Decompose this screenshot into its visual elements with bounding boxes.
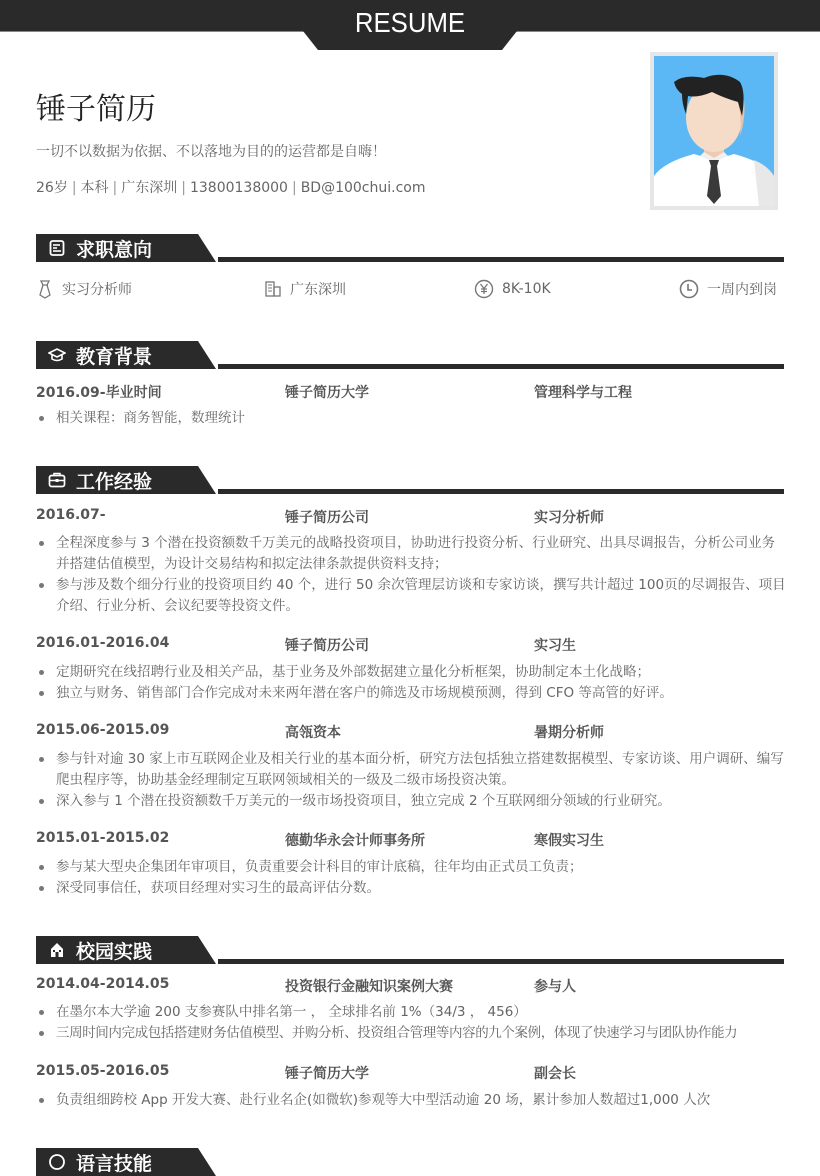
candidate-info: [36, 177, 425, 197]
info-phone: 13800138000: [189, 180, 288, 196]
campus-entry-header: [36, 976, 784, 996]
entry-org: 德勤华永会计师事务所: [285, 833, 425, 849]
entry-date: 2016.09-毕业时间: [36, 385, 162, 401]
entry-org: 锤子简历公司: [285, 638, 369, 654]
bullet-item: 深受同事信任，获项目经理对实习生的最高评估分数。: [36, 878, 786, 899]
briefcase-icon: [48, 471, 66, 489]
section-header-line: [218, 364, 784, 369]
candidate-name: 锤子简历: [36, 92, 156, 127]
campus-bullets: [36, 1002, 786, 1044]
intent-position-label: 实习分析师: [62, 282, 132, 298]
graduation-cap-icon: [48, 346, 66, 364]
entry-role: 暑期分析师: [534, 725, 604, 741]
section-title: 求职意向: [76, 239, 153, 261]
entry-org: 高瓴资本: [285, 725, 341, 741]
section-header-campus: [36, 936, 784, 964]
section-header-language: [36, 1148, 784, 1176]
work-bullets: [36, 749, 786, 812]
entry-role: 参与人: [534, 979, 576, 995]
work-entry-header: [36, 635, 784, 655]
work-bullets: [36, 662, 786, 704]
bullet-item: 相关课程：商务智能，数理统计: [36, 408, 786, 429]
entry-date: 2014.04-2014.05: [36, 976, 170, 992]
profile-photo: [650, 52, 778, 210]
work-entry-header: [36, 722, 784, 742]
intent-salary-label: 8K-10K: [502, 281, 551, 297]
bullet-item: 参与某大型央企集团年审项目，负责重要会计科目的审计底稿，往年均由正式员工负责；: [36, 857, 786, 878]
bullet-item: 深入参与 1 个潜在投资额数千万美元的一级市场投资项目，独立完成 2 个互联网细分领域的行业研究。: [36, 791, 786, 812]
entry-date: 2016.01-2016.04: [36, 635, 170, 651]
work-entry-header: [36, 507, 784, 527]
section-header-line: [218, 257, 784, 262]
work-entry-header: [36, 830, 784, 850]
info-separator: |: [291, 180, 297, 196]
bullet-item: 定期研究在线招聘行业及相关产品，基于业务及外部数据建立量化分析框架，协助制定本土化战略；: [36, 662, 786, 683]
document-icon: [48, 239, 66, 257]
candidate-motto: 一切不以数据为依据、不以落地为目的的运营都是自嗨！: [36, 144, 386, 160]
avatar-icon: [654, 56, 774, 206]
intent-position: [36, 279, 132, 299]
campus-bullets: [36, 1090, 786, 1111]
section-title: 教育背景: [76, 346, 153, 368]
section-header-line: [218, 959, 784, 964]
work-bullets: [36, 533, 786, 617]
bullet-item: 三周时间内完成包括搭建财务估值模型、并购分析、投资组合管理等内容的九个案例，体现了快速学习与团队协作能力: [36, 1023, 786, 1044]
tie-icon: [36, 279, 54, 299]
info-email: BD@100chui.com: [300, 180, 426, 196]
bullet-item: 全程深度参与 3 个潜在投资额数千万美元的战略投资项目，协助进行投资分析、行业研究、出具尽调报告，分析公司业务并搭建估值模型，为设计交易结构和拟定法律条款提供资料支持；: [36, 533, 786, 575]
globe-icon: [48, 1153, 66, 1171]
section-header-intent: [36, 234, 784, 262]
bullet-item: 参与涉及数个细分行业的投资项目约 40 个，进行 50 余次管理层访谈和专家访谈，撰写共计超过 100页的尽调报告、项目介绍、行业分析、会议纪要等投资文件。: [36, 575, 786, 617]
bullet-item: 独立与财务、销售部门合作完成对未来两年潜在客户的筛选及市场规模预测，得到 CFO 等高管的好评。: [36, 683, 786, 704]
entry-date: 2015.01-2015.02: [36, 830, 170, 846]
bullet-item: 参与针对逾 30 家上市互联网企业及相关行业的基本面分析，研究方法包括独立搭建数据模型、专家访谈、用户调研、编写爬虫程序等，协助基金经理制定互联网领域相关的一级及二级市场投资决策。: [36, 749, 786, 791]
section-title: 工作经验: [76, 471, 153, 493]
section-header-education: [36, 341, 784, 369]
entry-role: 实习分析师: [534, 510, 604, 526]
entry-role: 副会长: [534, 1066, 576, 1082]
intent-city-label: 广东深圳: [290, 282, 346, 298]
entry-date: 2016.07-: [36, 507, 106, 523]
entry-org: 锤子简历公司: [285, 510, 369, 526]
info-separator: |: [112, 180, 118, 196]
work-bullets: [36, 857, 786, 899]
info-degree: 本科: [80, 180, 109, 196]
intent-salary: [474, 279, 551, 299]
entry-date: 2015.05-2016.05: [36, 1063, 170, 1079]
campus-entry-header: [36, 1063, 784, 1083]
info-location: 广东深圳: [121, 180, 178, 196]
info-separator: |: [71, 180, 77, 196]
entry-org: 锤子简历大学: [285, 385, 369, 401]
section-title: 校园实践: [76, 941, 153, 963]
entry-org: 锤子简历大学: [285, 1066, 369, 1082]
clock-icon: [679, 279, 699, 299]
entry-org: 投资银行金融知识案例大赛: [285, 979, 453, 995]
info-age: 26岁: [36, 180, 68, 196]
resume-title: RESUME: [354, 7, 466, 38]
section-title: 语言技能: [76, 1153, 153, 1175]
intent-city: [264, 279, 346, 299]
section-header-line: [218, 489, 784, 494]
entry-role: 寒假实习生: [534, 833, 604, 849]
entry-role: 管理科学与工程: [534, 385, 632, 401]
bullet-item: 在墨尔本大学逾 200 支参赛队中排名第一 ， 全球排名前 1%（34/3 ， 456）: [36, 1002, 786, 1023]
entry-date: 2015.06-2015.09: [36, 722, 170, 738]
section-header-work: [36, 466, 784, 494]
entry-role: 实习生: [534, 638, 576, 654]
building-icon: [264, 280, 282, 298]
yen-icon: [474, 279, 494, 299]
intent-availability: [679, 279, 777, 299]
school-icon: [48, 941, 66, 959]
education-entry-header: [36, 382, 784, 402]
intent-availability-label: 一周内到岗: [707, 282, 777, 298]
bullet-item: 负责组细跨校 App 开发大赛、赴行业名企(如微软)参观等大中型活动逾 20 场，累计参加人数超过1,000 人次: [36, 1090, 786, 1111]
info-separator: |: [181, 180, 186, 196]
education-bullets: [36, 408, 786, 429]
